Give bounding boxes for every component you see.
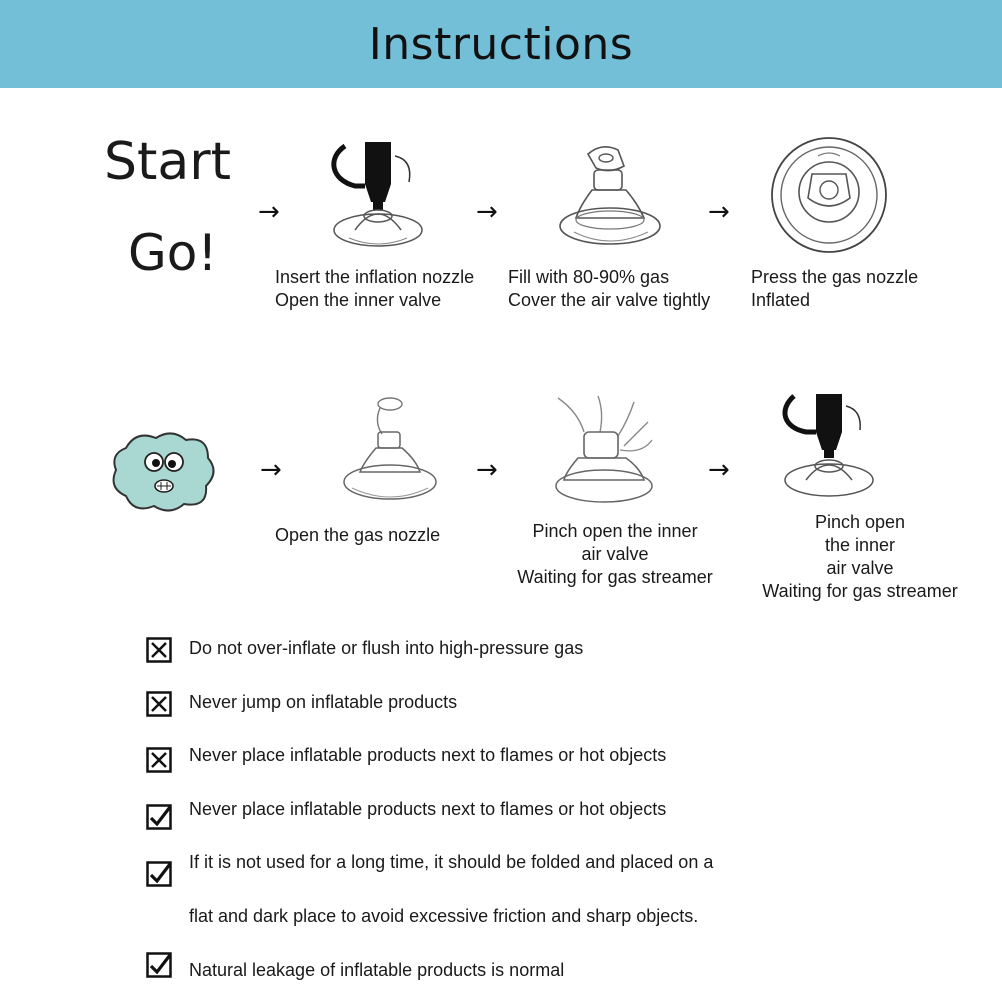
cross-box-icon xyxy=(146,637,172,663)
caption-line: Open the gas nozzle xyxy=(275,525,441,545)
go-label: Go! xyxy=(128,224,218,282)
rule-item xyxy=(146,950,172,980)
pressed-valve-top-icon xyxy=(768,134,890,256)
rule-text: Never place inflatable products next to flames or hot objects xyxy=(189,799,667,819)
start-label: Start xyxy=(104,132,232,192)
inflation-nozzle-valve-icon xyxy=(778,392,888,510)
header-banner xyxy=(0,0,1002,88)
cross-box-icon xyxy=(146,747,172,773)
rule-text: Never place inflatable products next to flames or hot objects xyxy=(189,745,667,765)
arrow-icon: → xyxy=(708,197,730,227)
rule-text: Do not over-inflate or flush into high-pressure gas xyxy=(189,638,584,658)
step-caption xyxy=(275,524,440,547)
rule-text: Never jump on inflatable products xyxy=(189,692,458,712)
cross-box-icon xyxy=(146,691,172,717)
rule-item xyxy=(146,745,172,775)
valve-cap-icon xyxy=(556,140,666,258)
caption-line: the inner xyxy=(824,535,896,555)
check-box-icon xyxy=(146,804,172,830)
arrow-icon: → xyxy=(476,455,498,485)
rule-text: Natural leakage of inflatable products is normal xyxy=(189,960,565,980)
rule-item xyxy=(146,802,172,832)
arrow-icon: → xyxy=(260,455,282,485)
caption-line: Cover the air valve tightly xyxy=(508,290,711,310)
rule-item xyxy=(146,689,172,719)
rule-text-continued: flat and dark place to avoid excessive friction and sharp objects. xyxy=(189,906,699,926)
caption-line: Insert the inflation nozzle xyxy=(275,267,475,287)
page-title: Instructions xyxy=(368,18,634,70)
caption-line: air valve xyxy=(581,544,649,564)
rule-text: If it is not used for a long time, it should be folded and placed on a xyxy=(189,852,714,872)
step-caption xyxy=(751,266,918,312)
check-box-icon xyxy=(146,861,172,887)
rule-item xyxy=(146,635,172,665)
inflation-nozzle-valve-icon xyxy=(325,138,435,258)
caption-line: air valve xyxy=(826,558,894,578)
caption-line: Inflated xyxy=(751,290,811,310)
open-valve-icon xyxy=(338,392,442,510)
cloud-face-icon xyxy=(108,428,220,516)
caption-line: Pinch open xyxy=(814,512,906,532)
step-caption xyxy=(744,511,976,603)
check-box-icon xyxy=(146,952,172,978)
step-caption xyxy=(508,266,710,312)
caption-line: Fill with 80-90% gas xyxy=(508,267,670,287)
rule-item xyxy=(146,859,172,889)
caption-line: Press the gas nozzle xyxy=(751,267,919,287)
pinch-valve-icon xyxy=(548,392,666,510)
caption-line: Pinch open the inner xyxy=(532,521,698,541)
arrow-icon: → xyxy=(708,455,730,485)
caption-line: Waiting for gas streamer xyxy=(762,581,958,601)
step-caption xyxy=(275,266,474,312)
caption-line: Waiting for gas streamer xyxy=(517,567,713,587)
arrow-icon: → xyxy=(258,197,280,227)
arrow-icon: → xyxy=(476,197,498,227)
step-caption xyxy=(498,520,732,589)
caption-line: Open the inner valve xyxy=(275,290,442,310)
